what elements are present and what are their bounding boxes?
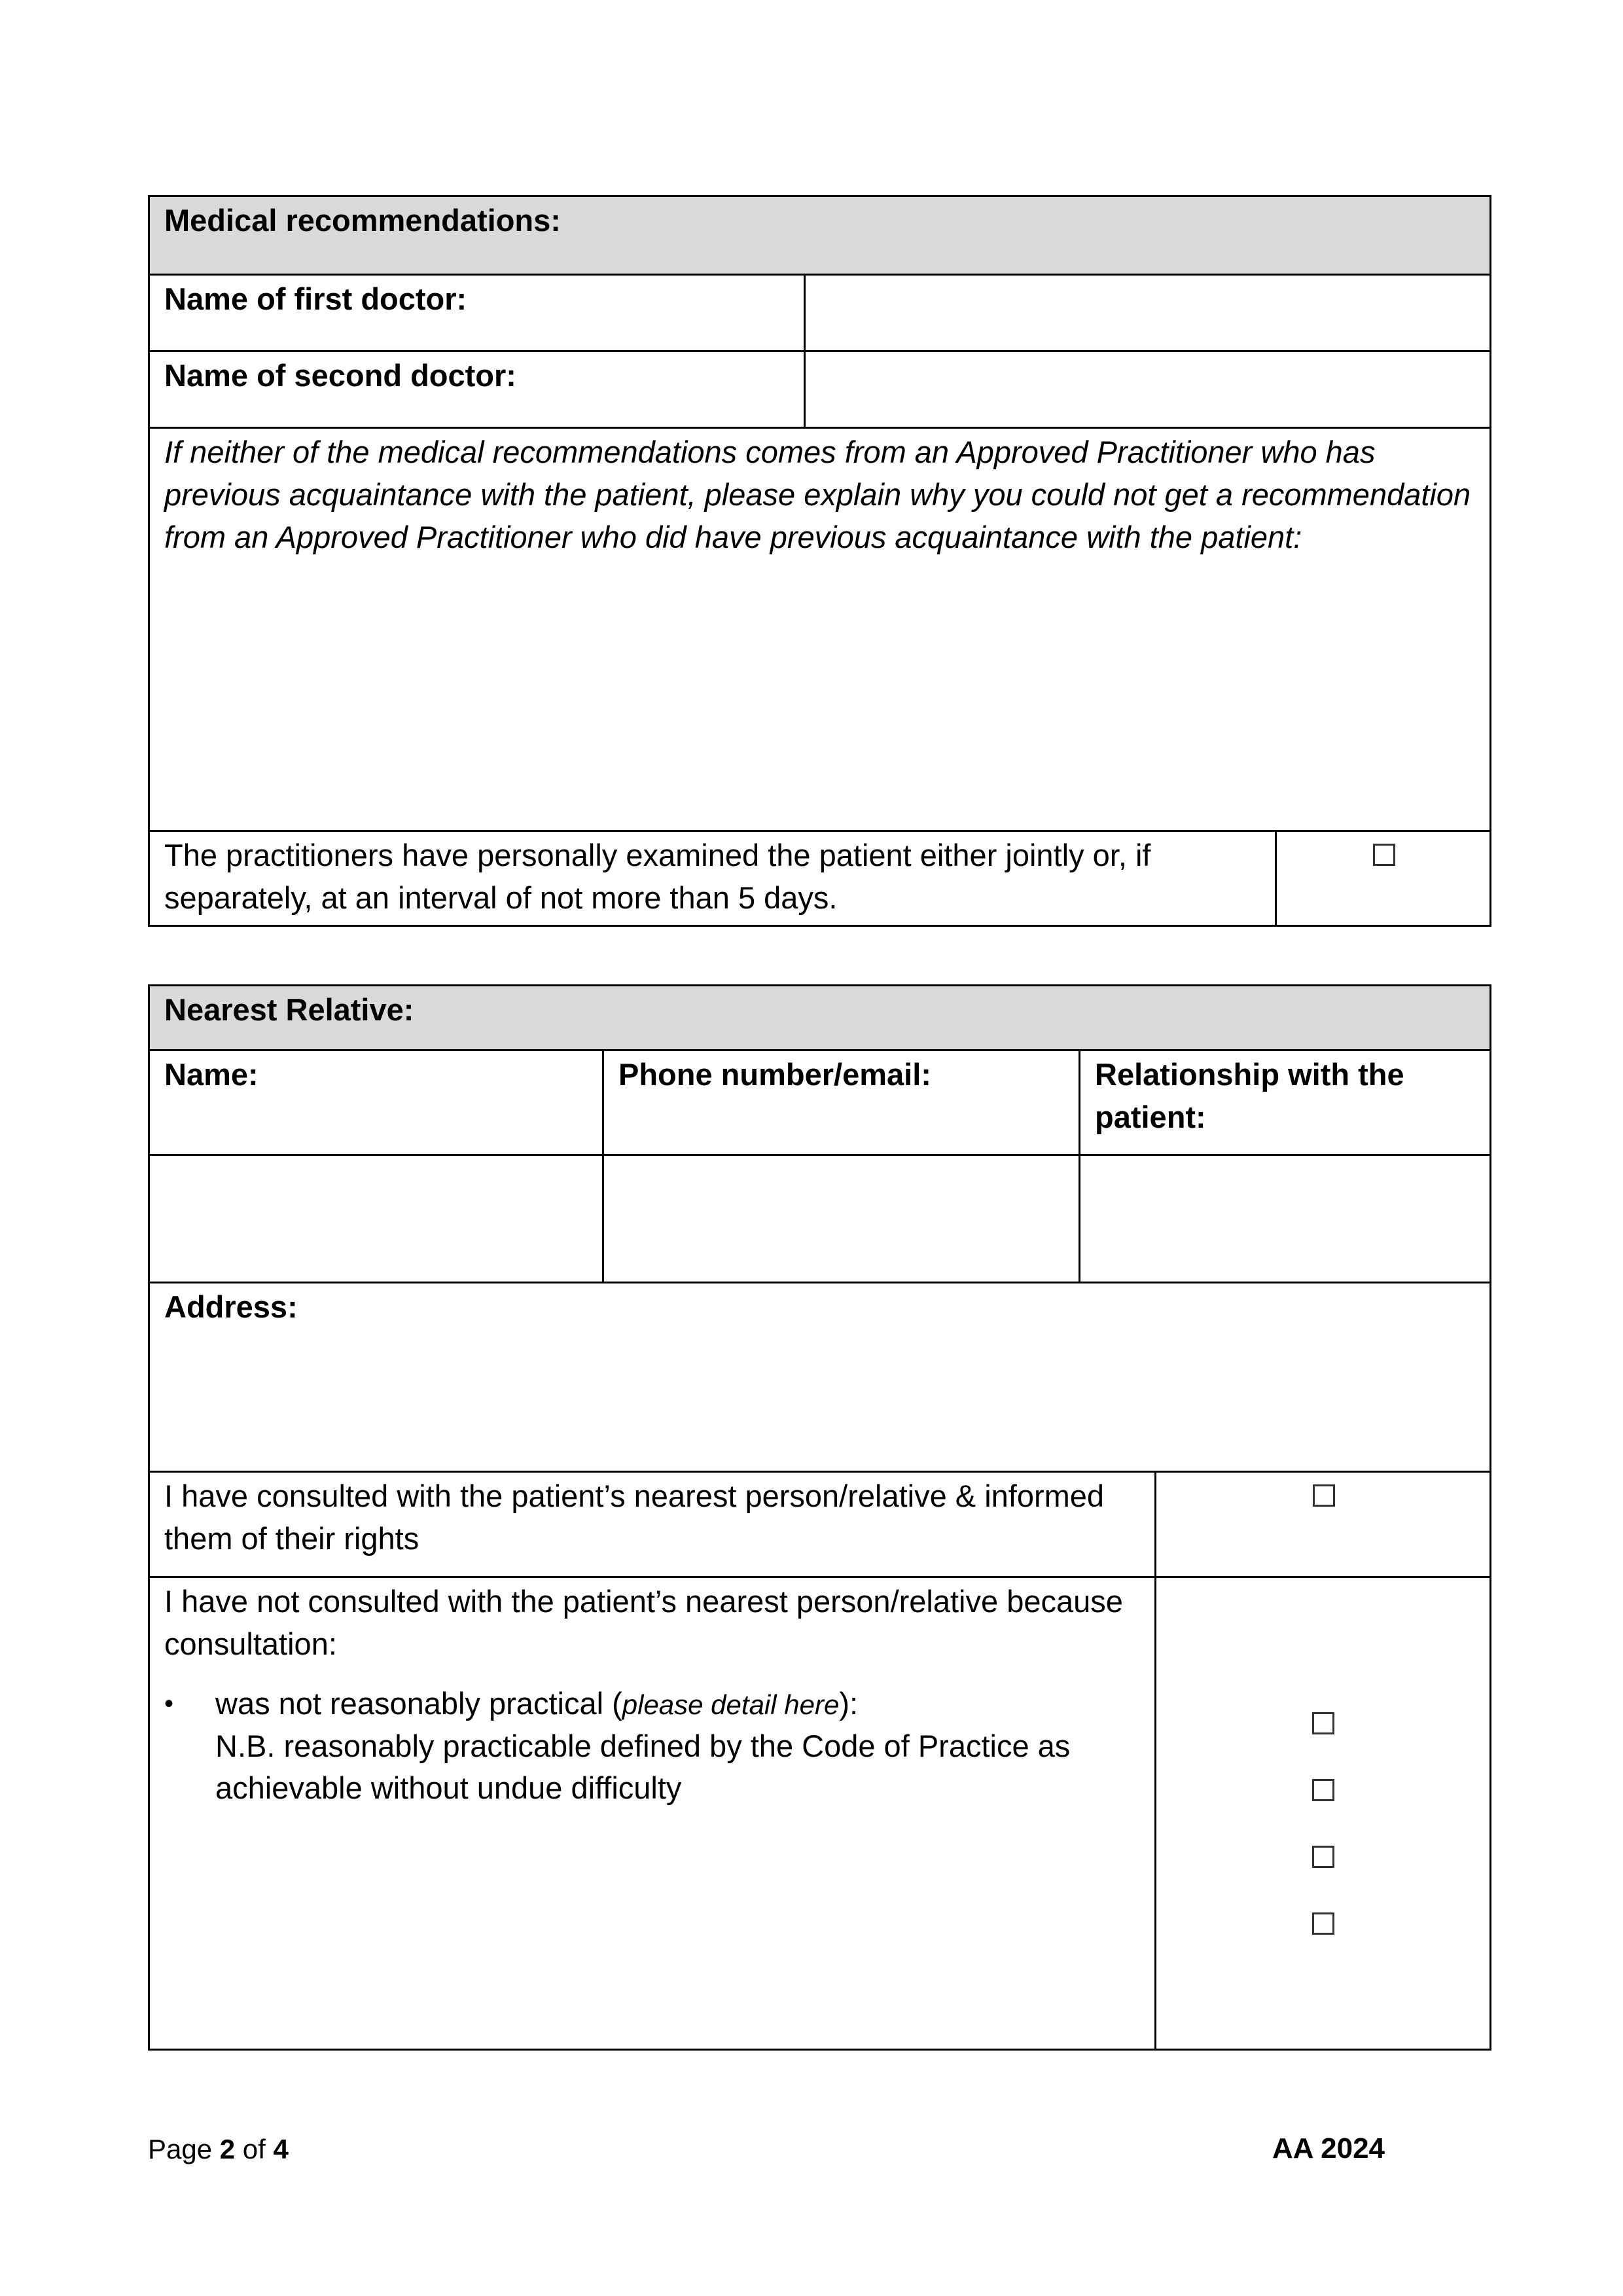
examined-statement: The practitioners have personally examined the patient either jointly or, if separately, at an interval of not more than 5 days. [149, 831, 1276, 926]
second-doctor-field[interactable] [805, 351, 1491, 428]
nearest-relative-header: Nearest Relative: [149, 986, 1491, 1050]
medical-recommendations-header: Medical recommendations: [149, 196, 1491, 275]
page-number [148, 2134, 289, 2165]
explanation-field[interactable] [149, 428, 1491, 831]
bullet-text [215, 1683, 1141, 1810]
bullet-icon: • [164, 1689, 174, 1718]
page-prefix: Page [148, 2134, 220, 2164]
bullet-text-italic: please detail here [622, 1689, 840, 1720]
relative-contact-field[interactable] [603, 1155, 1080, 1283]
contact-column-header: Phone number/email: [603, 1050, 1080, 1155]
relative-relationship-field[interactable] [1080, 1155, 1491, 1283]
examined-checkbox[interactable] [1373, 844, 1395, 866]
list-item [164, 1683, 1141, 1810]
option-checkbox-4[interactable] [1312, 1912, 1334, 1935]
page-current: 2 [219, 2134, 236, 2164]
relationship-column-header: Relationship with the patient: [1080, 1050, 1491, 1155]
name-column-header: Name: [149, 1050, 603, 1155]
medical-recommendations-table [148, 195, 1491, 927]
options-checkbox-cell [1156, 1577, 1491, 2050]
bullet-note: N.B. reasonably practicable defined by the Code of Practice as achievable without undue difficulty [215, 1728, 1071, 1806]
options-checkbox-stack [1156, 1578, 1489, 1935]
option-checkbox-3[interactable] [1312, 1846, 1334, 1868]
address-label: Address: [164, 1289, 298, 1324]
consulted-checkbox[interactable] [1313, 1484, 1335, 1507]
not-consulted-cell [149, 1577, 1156, 2050]
not-consulted-statement: I have not consulted with the patient’s nearest person/relative because consultation: [164, 1584, 1123, 1661]
bullet-text-start: was not reasonably practical ( [215, 1685, 622, 1721]
consulted-checkbox-cell [1156, 1472, 1491, 1577]
first-doctor-field[interactable] [805, 275, 1491, 351]
page-total: 4 [273, 2134, 289, 2164]
bullet-text-end: ): [839, 1685, 859, 1721]
first-doctor-label: Name of first doctor: [149, 275, 805, 351]
option-checkbox-2[interactable] [1312, 1779, 1334, 1801]
examined-checkbox-cell [1276, 831, 1491, 926]
nearest-relative-table [148, 984, 1491, 2051]
second-doctor-label: Name of second doctor: [149, 351, 805, 428]
address-field[interactable] [149, 1283, 1491, 1472]
form-code: AA 2024 [1272, 2132, 1385, 2164]
relative-name-field[interactable] [149, 1155, 603, 1283]
consulted-statement: I have consulted with the patient’s nearest person/relative & informed them of their rights [149, 1472, 1156, 1577]
page-of: of [235, 2134, 274, 2164]
explanation-prompt: If neither of the medical recommendations comes from an Approved Practitioner who has previous acquaintance with the patient, please explain why you could not get a recommendation from an Approved Practitioner who did have previous acquaintance with the patient: [164, 435, 1471, 554]
option-checkbox-1[interactable] [1312, 1712, 1334, 1734]
